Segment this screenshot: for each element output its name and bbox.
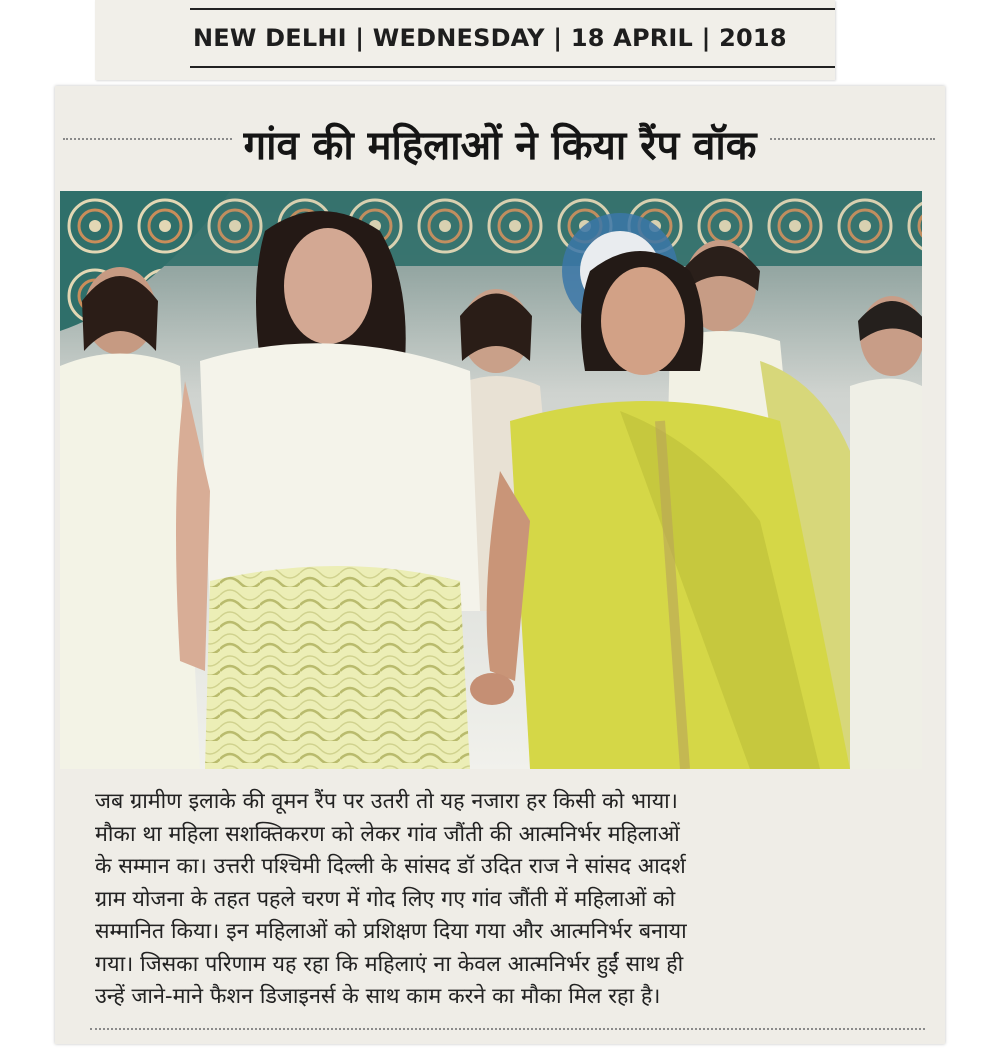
photo-caption bbox=[95, 786, 915, 1014]
caption-line: सम्मानित किया। इन महिलाओं को प्रशिक्षण दिया गया और आत्मनिर्भर बनाया bbox=[95, 919, 687, 944]
news-photo bbox=[60, 191, 922, 769]
headline-text: गांव की महिलाओं ने किया रैंप वॉक bbox=[232, 123, 769, 169]
caption-line: मौका था महिला सशक्तिकरण को लेकर गांव जौंती की आत्मनिर्भर महिलाओं bbox=[95, 821, 680, 847]
photo-illustration bbox=[60, 191, 922, 769]
dateline-top-rule bbox=[190, 8, 835, 10]
caption-line: के सम्मान का। उत्तरी पश्चिमी दिल्ली के सांसद डॉ उदित राज ने सांसद आदर्श bbox=[95, 854, 686, 879]
caption-line: गया। जिसका परिणाम यह रहा कि महिलाएं ना केवल आत्मनिर्भर हुईं साथ ही bbox=[95, 951, 684, 977]
dateline-bottom-rule bbox=[190, 66, 835, 68]
headline bbox=[55, 123, 945, 169]
newspaper-clipping bbox=[55, 86, 945, 1044]
caption-line: ग्राम योजना के तहत पहले चरण में गोद लिए गए गांव जौंती में महिलाओं को bbox=[95, 886, 676, 912]
caption-line: उन्हें जाने-माने फैशन डिजाइनर्स के साथ काम करने का मौका मिल रहा है। bbox=[95, 984, 661, 1009]
joined-hands bbox=[470, 673, 514, 705]
bottom-rule bbox=[90, 1028, 925, 1030]
dateline-strip bbox=[95, 0, 835, 80]
dateline: NEW DELHI | WEDNESDAY | 18 APRIL | 2018 bbox=[193, 24, 787, 52]
caption-line: जब ग्रामीण इलाके की वूमन रैंप पर उतरी तो यह नजारा हर किसी को भाया। bbox=[95, 789, 678, 814]
